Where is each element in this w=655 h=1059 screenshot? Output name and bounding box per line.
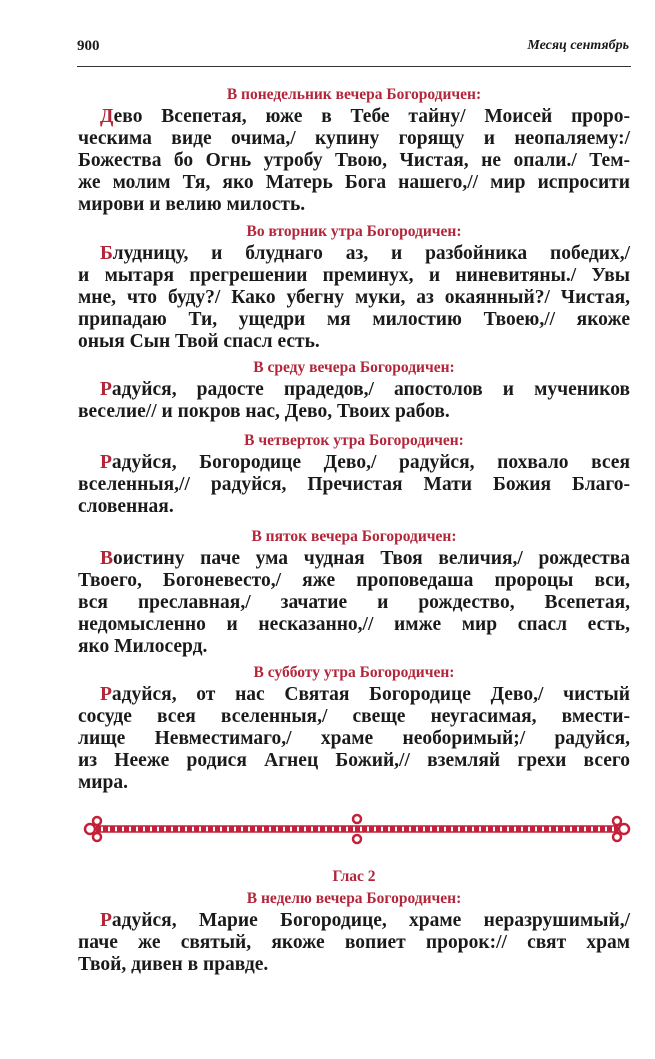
text-line [78, 548, 630, 570]
text-line [78, 194, 630, 216]
text-line [78, 401, 630, 423]
rubric-heading: В среду вечера Богородичен: [253, 359, 455, 376]
line-text: лудницу, и блуднаго аз, и разбойника победих,/ [112, 243, 630, 264]
line-text: словенная. [78, 496, 174, 517]
line-text: Твоего, Богоневесто,/ яже проповедаша пророцы вси, [78, 570, 630, 591]
line-text: сосуде всея вселенныя,/ свеще неугасимая, вмести- [78, 706, 630, 727]
text-line [78, 106, 630, 128]
text-line [78, 474, 630, 496]
drop-initial: Д [100, 106, 114, 127]
line-text: мне, что буду?/ Како убегну муки, аз окаянный?/ Чистая, [78, 287, 630, 308]
text-line [78, 309, 630, 331]
drop-initial: В [100, 548, 114, 569]
text-line [78, 287, 630, 309]
text-line [78, 954, 630, 976]
line-text: вся преславная,/ зачатие и рождество, Всепетая, [78, 592, 630, 613]
rubric-heading: В понедельник вечера Богородичен: [226, 86, 482, 103]
text-line [78, 570, 630, 592]
line-text: недомысленно и несказанно,// имже мир спасл есть, [78, 614, 630, 635]
line-text: оистину паче ума чудная Твоя величия,/ рождества [113, 548, 630, 569]
line-text: оныя Сын Твой спасл есть. [78, 331, 320, 352]
text-line [78, 128, 630, 150]
theotokion-section [78, 430, 630, 518]
rubric-heading: Во вторник утра Богородичен: [246, 223, 462, 240]
text-line [78, 910, 630, 932]
theotokion-section [78, 221, 630, 353]
text-line [78, 706, 630, 728]
rubric-heading: В пяток вечера Богородичен: [251, 528, 457, 545]
rubric-heading: В четверток утра Богородичен: [244, 432, 464, 449]
line-text: паче же святый, якоже вопиет пророк:// свят храм [78, 932, 630, 953]
text-line [78, 750, 630, 772]
line-text: веселие// и покров нас, Дево, Твоих рабов. [78, 401, 450, 422]
line-text: и мытаря прегрешении преминух, и ниневитяны./ Увы [78, 265, 630, 286]
text-line [78, 150, 630, 172]
line-text: адуйся, от нас Святая Богородице Дево,/ чистый [111, 684, 630, 705]
line-text: яко Милосерд. [78, 636, 208, 657]
line-text: ево Всепетая, юже в Тебе тайну/ Моисей проро- [113, 106, 630, 127]
page-number: 900 [77, 38, 100, 54]
text-line [78, 592, 630, 614]
line-text: Божества бо Огнь утробу Твою, Чистая, не опали./ Тем- [78, 150, 630, 171]
drop-initial: Р [100, 910, 112, 931]
text-line [78, 331, 630, 353]
header-rule [77, 66, 631, 67]
line-text: же молим Тя, яко Матерь Бога нашего,// мир испросити [78, 172, 630, 193]
line-text: Твой, дивен в правде. [78, 954, 269, 975]
line-text: адуйся, Марие Богородице, храме неразрушимый,/ [111, 910, 630, 931]
line-text: ческима виде очима,/ купину горящу и неопаляему:/ [78, 128, 630, 149]
drop-initial: Б [100, 243, 113, 264]
text-line [78, 932, 630, 954]
text-line [78, 496, 630, 518]
tone-section [78, 866, 630, 976]
text-line [78, 172, 630, 194]
text-line [78, 379, 630, 401]
text-line [78, 614, 630, 636]
text-line [78, 243, 630, 265]
ornament-divider [82, 812, 632, 846]
line-text: из Нееже родися Агнец Божий,// вземляй грехи всего [78, 750, 630, 771]
line-text: адуйся, Богородице Дево,/ радуйся, похвало всея [111, 452, 630, 473]
text-line [78, 265, 630, 287]
drop-initial: Р [100, 379, 112, 400]
text-line [78, 728, 630, 750]
drop-initial: Р [100, 452, 112, 473]
theotokion-section [78, 526, 630, 658]
text-line [78, 684, 630, 706]
line-text: вселенныя,// радуйся, Пречистая Мати Божия Благо- [78, 474, 630, 495]
line-text: адуйся, радосте прадедов,/ апостолов и мучеников [111, 379, 630, 400]
drop-initial: Р [100, 684, 112, 705]
running-title: Месяц сентябрь [527, 38, 629, 53]
line-text: лище Невместимаго,/ храме необоримый;/ радуйся, [78, 728, 630, 749]
rubric-heading: В неделю вечера Богородичен: [246, 890, 462, 907]
line-text: мирови и велию милость. [78, 194, 306, 215]
theotokion-section [78, 357, 630, 423]
theotokion-section [78, 662, 630, 794]
theotokion-section [78, 84, 630, 216]
rubric-heading: В субботу утра Богородичен: [253, 664, 455, 681]
line-text: припадаю Ти, ущедри мя милостию Твоею,// якоже [78, 309, 630, 330]
line-text: мира. [78, 772, 128, 793]
text-line [78, 636, 630, 658]
text-line [78, 452, 630, 474]
text-line [78, 772, 630, 794]
tone-title: Глас 2 [332, 868, 376, 885]
